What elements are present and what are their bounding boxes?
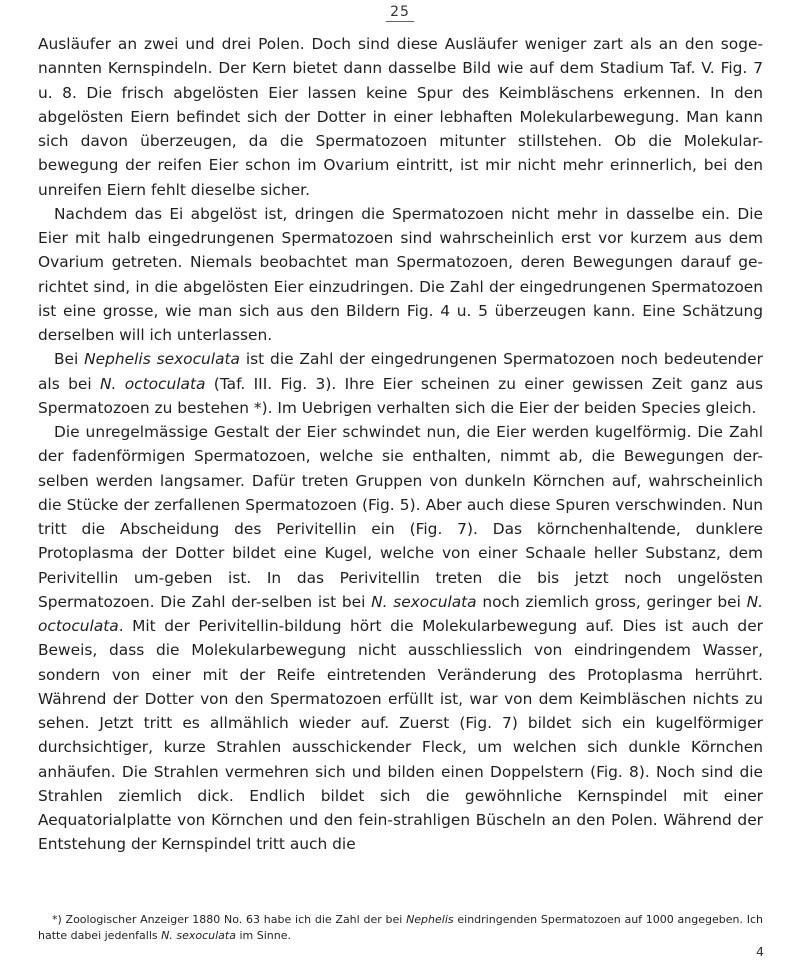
species-name: N. octoculata: [38, 592, 763, 635]
footnote: [38, 912, 763, 944]
text-run: eindringenden Spermatozoen auf 1000 angegeben. Ich hatte dabei jedenfalls: [38, 913, 763, 942]
species-name: Nephelis sexoculata: [84, 350, 240, 369]
paragraph: [38, 420, 763, 857]
text-run: Die unregelmässige Gestalt der Eier schwindet nun, die Eier werden kugelförmig. Die Zahl der fadenförmigen Spermatozoen, welche sie enthalten, nimmt ab, die Bewegungen der-selben werden langsamer. Dafür treten Gruppen von dunkeln Körnchen auf, wahrscheinlich die Stücke der zerfallenen Spermatozoen (Fig. 5). Aber auch diese Spuren verschwinden. Nun tritt die Abscheidung des Perivitellin ein (Fig. 7). Das körnchenhaltende, dunklere Protoplasma der Dotter bildet eine Kugel, welche von einer Schaale heller Substanz, dem Perivitellin um-geben ist. In das Perivitellin treten die bis jetzt noch ungelösten Spermatozoen. Die Zahl der-selben ist bei: [38, 423, 763, 611]
paragraph: [38, 32, 763, 202]
species-name: Nephelis: [406, 913, 454, 926]
body-text: [38, 32, 763, 857]
footnote-text: [38, 913, 763, 942]
text-run: (Taf. III. Fig. 3). Ihre Eier scheinen zu einer gewissen Zeit ganz aus Spermatozoen zu bestehen *). Im Uebrigen verhalten sich die Eier der beiden Species gleich.: [38, 374, 763, 417]
text-run: im Sinne.: [235, 929, 291, 942]
text-run: . Mit der Perivitellin-bildung hört die Molekularbewegung auf. Dies ist auch der Beweis, dass die Molekularbewegung nicht ausschliesslich von eindringendem Wasser, sondern von einer mit der Reife eintretenden Veränderung des Protoplasma herrührt. Während der Dotter von den Spermatozoen erfüllt ist, war von dem Keimbläschen nichts zu sehen. Jetzt tritt es allmählich wieder auf. Zuerst (Fig. 7) bildet sich ein kugelförmiger durchsichtiger, kurze Strahlen ausschickender Fleck, um welchen sich dunkle Körnchen anhäufen. Die Strahlen vermehren sich und bilden einen Doppelstern (Fig. 8). Noch sind die Strahlen ziemlich dick. Endlich bildet sich die gewöhnliche Kernspindel mit einer Aequatorialplatte von Körnchen und den fein-strahligen Büscheln an den Polen. Während der Entstehung der Kernspindel tritt auch die: [38, 617, 763, 854]
text-run: *) Zoologischer Anzeiger 1880 No. 63 habe ich die Zahl der bei: [52, 913, 407, 926]
text-run: noch ziemlich gross, geringer bei: [476, 592, 747, 611]
species-name: N. sexoculata: [371, 592, 477, 611]
text-run: Nachdem das Ei abgelöst ist, dringen die Spermatozoen nicht mehr in dasselbe ein. Die Eier mit halb eingedrungenen Spermatozoen sind wahrscheinlich erst vor kurzem aus dem Ovarium getreten. Niemals beobachtet man Spermatozoen, deren Bewegungen darauf ge-richtet sind, in die abgelösten Eier einzudringen. Die Zahl der eingedrungenen Spermatozoen ist eine grosse, wie man sich aus den Bildern Fig. 4 u. 5 überzeugen kann. Eine Schätzung derselben will ich unterlassen.: [38, 204, 763, 344]
text-run: Ausläufer an zwei und drei Polen. Doch sind diese Ausläufer weniger zart als an den soge-nannten Kernspindeln. Der Kern bietet dann dasselbe Bild wie auf dem Stadium Taf. V. Fig. 7 u. 8. Die frisch abgelösten Eier lassen keine Spur des Keimbläschens erkennen. In den abgelösten Eiern befindet sich der Dotter in einer lebhaften Molekularbewegung. Man kann sich davon überzeugen, da die Spermatozoen mitunter stillstehen. Ob die Molekular-bewegung der reifen Eier schon im Ovarium eintritt, ist mir nicht mehr erinnerlich, bei den unreifen Eiern fehlt dieselbe sicher.: [38, 35, 763, 199]
page-number: 25: [0, 4, 800, 22]
paragraph: [38, 347, 763, 420]
text-run: ist die Zahl der eingedrungenen Spermatozoen noch bedeutender als bei: [38, 350, 763, 393]
species-name: N. octoculata: [99, 374, 206, 393]
species-name: N. sexoculata: [161, 929, 236, 942]
signature-mark: 4: [756, 944, 764, 959]
paragraph: [38, 202, 763, 348]
text-run: Bei: [54, 350, 85, 369]
